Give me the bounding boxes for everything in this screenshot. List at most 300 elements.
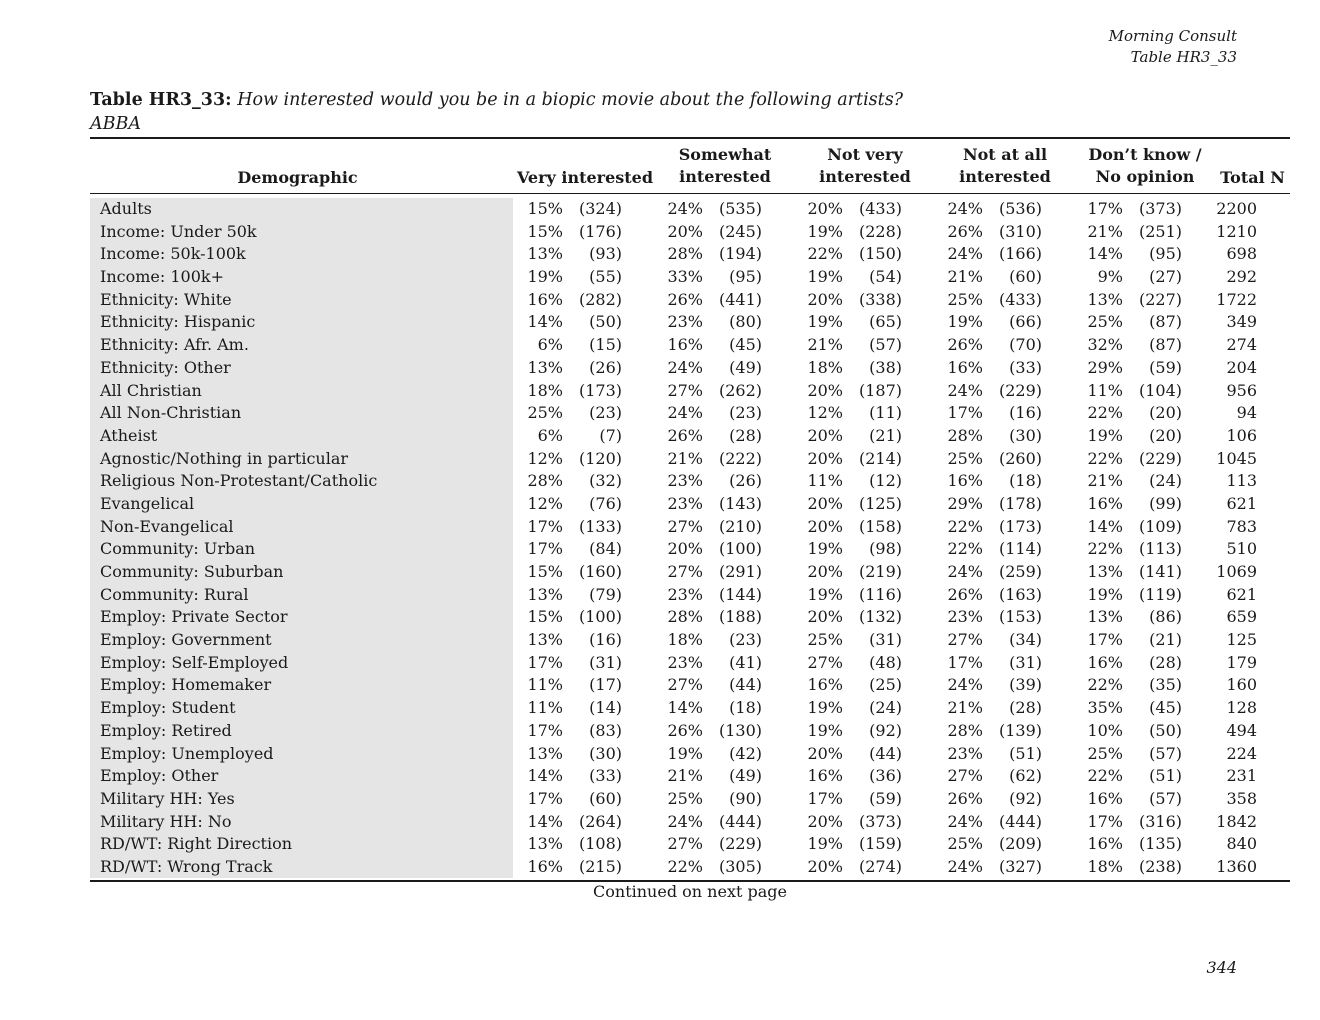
row-percent: 20% xyxy=(667,221,703,241)
row-total-n: 179 xyxy=(1226,652,1257,672)
row-count: (28) xyxy=(729,425,762,445)
row-percent: 12% xyxy=(527,493,563,513)
row-count: (23) xyxy=(589,403,622,423)
row-percent: 27% xyxy=(667,675,703,695)
row-percent: 24% xyxy=(667,811,703,831)
row-percent: 27% xyxy=(947,766,983,786)
row-count: (39) xyxy=(1009,675,1042,695)
row-total-n: 160 xyxy=(1226,675,1257,695)
row-percent: 20% xyxy=(807,199,843,218)
row-count: (100) xyxy=(578,607,622,627)
table-row xyxy=(90,334,1290,357)
row-count: (259) xyxy=(998,562,1042,581)
row-count: (210) xyxy=(718,516,762,536)
row-percent: 20% xyxy=(807,856,843,876)
row-percent: 24% xyxy=(947,811,983,831)
row-percent: 22% xyxy=(947,516,983,536)
row-count: (324) xyxy=(578,199,622,218)
row-demographic: All Non-Christian xyxy=(100,403,242,423)
table-id: Table HR3_33 xyxy=(1130,48,1237,66)
row-percent: 26% xyxy=(947,584,983,604)
row-percent: 16% xyxy=(527,856,563,876)
row-percent: 22% xyxy=(807,244,843,264)
table-row xyxy=(90,221,1290,244)
row-percent: 24% xyxy=(947,856,983,876)
row-percent: 23% xyxy=(667,471,703,491)
row-count: (305) xyxy=(718,856,762,876)
row-total-n: 128 xyxy=(1226,698,1257,718)
row-demographic: Agnostic/Nothing in particular xyxy=(100,448,349,468)
header-rule xyxy=(90,193,1290,194)
row-percent: 12% xyxy=(527,448,563,468)
row-count: (143) xyxy=(718,493,762,513)
row-percent: 28% xyxy=(527,471,563,491)
row-count: (90) xyxy=(729,788,762,808)
row-percent: 25% xyxy=(1087,743,1123,763)
row-count: (120) xyxy=(578,448,622,468)
row-count: (38) xyxy=(869,357,902,377)
table-row xyxy=(90,697,1290,720)
row-count: (15) xyxy=(589,335,622,355)
row-count: (274) xyxy=(858,856,902,876)
row-total-n: 349 xyxy=(1226,312,1257,332)
row-percent: 13% xyxy=(527,743,563,763)
row-total-n: 106 xyxy=(1226,425,1257,445)
row-percent: 20% xyxy=(807,380,843,400)
row-count: (44) xyxy=(869,743,902,763)
row-demographic: Evangelical xyxy=(100,493,195,513)
row-percent: 16% xyxy=(807,766,843,786)
row-percent: 20% xyxy=(807,516,843,536)
row-demographic: All Christian xyxy=(100,380,202,400)
row-count: (49) xyxy=(729,766,762,786)
row-count: (70) xyxy=(1009,335,1042,355)
row-demographic: Military HH: Yes xyxy=(100,788,235,808)
row-percent: 14% xyxy=(1087,516,1123,536)
table-row xyxy=(90,493,1290,516)
row-count: (373) xyxy=(858,811,902,831)
row-total-n: 204 xyxy=(1226,357,1257,377)
row-count: (59) xyxy=(1149,357,1182,377)
row-count: (26) xyxy=(729,471,762,491)
row-percent: 20% xyxy=(807,448,843,468)
row-count: (188) xyxy=(718,607,762,627)
row-count: (21) xyxy=(1149,630,1182,650)
row-percent: 26% xyxy=(947,221,983,241)
row-percent: 24% xyxy=(947,380,983,400)
row-count: (100) xyxy=(718,539,762,559)
row-percent: 28% xyxy=(667,607,703,627)
row-count: (535) xyxy=(718,199,762,218)
row-percent: 17% xyxy=(1087,811,1123,831)
row-percent: 20% xyxy=(807,562,843,581)
table-body xyxy=(90,198,1290,879)
row-count: (62) xyxy=(1009,766,1042,786)
row-total-n: 698 xyxy=(1226,244,1257,264)
row-count: (87) xyxy=(1149,312,1182,332)
row-count: (215) xyxy=(578,856,622,876)
row-percent: 11% xyxy=(527,675,563,695)
row-count: (86) xyxy=(1149,607,1182,627)
row-demographic: Employ: Other xyxy=(100,766,219,786)
row-percent: 23% xyxy=(667,652,703,672)
row-total-n: 113 xyxy=(1226,471,1257,491)
row-count: (98) xyxy=(869,539,902,559)
row-percent: 13% xyxy=(527,357,563,377)
continued-note: Continued on next page xyxy=(593,882,787,901)
row-count: (28) xyxy=(1009,698,1042,718)
row-count: (113) xyxy=(1138,539,1182,559)
row-percent: 15% xyxy=(527,199,563,218)
table-row xyxy=(90,538,1290,561)
row-percent: 16% xyxy=(667,335,703,355)
row-percent: 20% xyxy=(807,493,843,513)
row-count: (33) xyxy=(589,766,622,786)
row-percent: 19% xyxy=(807,834,843,854)
row-count: (92) xyxy=(1009,788,1042,808)
row-count: (30) xyxy=(589,743,622,763)
row-demographic: Income: 50k-100k xyxy=(100,244,246,264)
row-percent: 17% xyxy=(1087,199,1123,218)
row-demographic: Ethnicity: Hispanic xyxy=(100,312,256,332)
col-somewhat-interested: Somewhat interested xyxy=(678,145,772,186)
table-row xyxy=(90,198,1290,221)
page-number: 344 xyxy=(1206,958,1237,977)
row-percent: 22% xyxy=(1087,448,1123,468)
row-percent: 13% xyxy=(1087,289,1123,309)
row-count: (310) xyxy=(998,221,1042,241)
table-row xyxy=(90,720,1290,743)
row-percent: 19% xyxy=(807,698,843,718)
row-count: (109) xyxy=(1138,516,1182,536)
row-count: (51) xyxy=(1149,766,1182,786)
row-demographic: Employ: Unemployed xyxy=(100,743,274,763)
row-count: (194) xyxy=(718,244,762,264)
row-percent: 21% xyxy=(947,267,983,287)
row-total-n: 840 xyxy=(1226,834,1257,854)
row-percent: 18% xyxy=(807,357,843,377)
table-row xyxy=(90,788,1290,811)
row-count: (141) xyxy=(1138,562,1182,581)
row-count: (55) xyxy=(589,267,622,287)
row-percent: 18% xyxy=(667,630,703,650)
row-count: (11) xyxy=(869,403,902,423)
row-count: (27) xyxy=(1149,267,1182,287)
row-count: (209) xyxy=(998,834,1042,854)
row-percent: 32% xyxy=(1087,335,1123,355)
row-percent: 6% xyxy=(537,335,563,355)
row-percent: 21% xyxy=(1087,221,1123,241)
row-count: (80) xyxy=(729,312,762,332)
row-count: (222) xyxy=(718,448,762,468)
table-row xyxy=(90,743,1290,766)
row-percent: 21% xyxy=(667,766,703,786)
row-count: (444) xyxy=(718,811,762,831)
row-count: (139) xyxy=(998,720,1042,740)
row-count: (24) xyxy=(1149,471,1182,491)
row-count: (17) xyxy=(589,675,622,695)
col-total-n: Total N xyxy=(1220,168,1285,187)
row-percent: 35% xyxy=(1087,698,1123,718)
row-count: (187) xyxy=(858,380,902,400)
row-count: (16) xyxy=(1009,403,1042,423)
row-percent: 23% xyxy=(667,584,703,604)
row-count: (60) xyxy=(1009,267,1042,287)
row-count: (54) xyxy=(869,267,902,287)
row-percent: 21% xyxy=(667,448,703,468)
row-count: (45) xyxy=(1149,698,1182,718)
row-demographic: Community: Rural xyxy=(100,584,249,604)
row-total-n: 1210 xyxy=(1216,221,1257,241)
row-count: (153) xyxy=(998,607,1042,627)
row-percent: 20% xyxy=(807,743,843,763)
row-count: (51) xyxy=(1009,743,1042,763)
row-total-n: 274 xyxy=(1226,335,1257,355)
row-count: (245) xyxy=(718,221,762,241)
row-percent: 25% xyxy=(947,448,983,468)
row-percent: 16% xyxy=(947,471,983,491)
row-count: (20) xyxy=(1149,425,1182,445)
row-total-n: 125 xyxy=(1226,630,1257,650)
row-count: (282) xyxy=(578,289,622,309)
table-header xyxy=(90,143,1290,191)
table-row xyxy=(90,311,1290,334)
row-percent: 20% xyxy=(807,811,843,831)
row-percent: 20% xyxy=(667,539,703,559)
row-count: (158) xyxy=(858,516,902,536)
table-label: Table HR3_33: xyxy=(90,90,232,110)
row-count: (35) xyxy=(1149,675,1182,695)
row-percent: 6% xyxy=(537,425,563,445)
row-count: (444) xyxy=(998,811,1042,831)
row-count: (33) xyxy=(1009,357,1042,377)
row-percent: 25% xyxy=(807,630,843,650)
row-percent: 18% xyxy=(527,380,563,400)
row-percent: 23% xyxy=(947,607,983,627)
row-percent: 19% xyxy=(807,584,843,604)
table-row xyxy=(90,266,1290,289)
row-percent: 17% xyxy=(527,788,563,808)
col-not-at-all-interested: Not at all interested xyxy=(959,145,1051,186)
row-count: (23) xyxy=(729,403,762,423)
row-count: (160) xyxy=(578,562,622,581)
row-percent: 25% xyxy=(947,834,983,854)
row-percent: 12% xyxy=(807,403,843,423)
row-count: (93) xyxy=(589,244,622,264)
row-demographic: Community: Urban xyxy=(100,539,256,559)
row-count: (373) xyxy=(1138,199,1182,218)
row-percent: 24% xyxy=(667,357,703,377)
row-percent: 27% xyxy=(667,562,703,581)
row-percent: 14% xyxy=(667,698,703,718)
row-demographic: RD/WT: Right Direction xyxy=(100,834,293,854)
row-count: (45) xyxy=(729,335,762,355)
row-percent: 19% xyxy=(667,743,703,763)
row-percent: 22% xyxy=(1087,766,1123,786)
row-percent: 29% xyxy=(947,493,983,513)
row-percent: 19% xyxy=(947,312,983,332)
row-demographic: Ethnicity: Afr. Am. xyxy=(100,335,249,355)
row-demographic: Military HH: No xyxy=(100,811,232,831)
row-percent: 25% xyxy=(1087,312,1123,332)
row-percent: 17% xyxy=(527,720,563,740)
row-count: (44) xyxy=(729,675,762,695)
row-count: (18) xyxy=(729,698,762,718)
row-percent: 13% xyxy=(527,244,563,264)
row-percent: 17% xyxy=(807,788,843,808)
row-count: (251) xyxy=(1138,221,1182,241)
row-count: (31) xyxy=(589,652,622,672)
row-count: (125) xyxy=(858,493,902,513)
row-count: (291) xyxy=(718,562,762,581)
row-total-n: 956 xyxy=(1226,380,1257,400)
row-count: (41) xyxy=(729,652,762,672)
row-count: (57) xyxy=(1149,788,1182,808)
col-dont-know: Don’t know / No opinion xyxy=(1088,145,1202,186)
row-total-n: 1842 xyxy=(1216,811,1257,831)
row-percent: 19% xyxy=(807,221,843,241)
table-artist: ABBA xyxy=(90,114,141,134)
row-count: (26) xyxy=(589,357,622,377)
row-percent: 17% xyxy=(947,403,983,423)
row-count: (150) xyxy=(858,244,902,264)
row-count: (50) xyxy=(589,312,622,332)
row-count: (433) xyxy=(858,199,902,218)
row-count: (536) xyxy=(998,199,1042,218)
row-count: (7) xyxy=(599,425,622,445)
table-row xyxy=(90,470,1290,493)
row-percent: 16% xyxy=(947,357,983,377)
row-demographic: RD/WT: Wrong Track xyxy=(100,856,273,876)
row-percent: 25% xyxy=(527,403,563,423)
row-count: (130) xyxy=(718,720,762,740)
row-count: (133) xyxy=(578,516,622,536)
row-demographic: Adults xyxy=(100,199,152,218)
table-row xyxy=(90,402,1290,425)
table-row xyxy=(90,811,1290,834)
row-count: (60) xyxy=(589,788,622,808)
row-count: (66) xyxy=(1009,312,1042,332)
row-count: (135) xyxy=(1138,834,1182,854)
row-count: (176) xyxy=(578,221,622,241)
row-count: (34) xyxy=(1009,630,1042,650)
row-demographic: Income: 100k+ xyxy=(100,267,224,287)
row-percent: 25% xyxy=(947,289,983,309)
row-percent: 13% xyxy=(1087,607,1123,627)
row-percent: 17% xyxy=(527,516,563,536)
row-count: (144) xyxy=(718,584,762,604)
row-percent: 22% xyxy=(1087,675,1123,695)
row-demographic: Employ: Retired xyxy=(100,720,232,740)
row-total-n: 494 xyxy=(1226,720,1257,740)
row-total-n: 510 xyxy=(1226,539,1257,559)
row-count: (20) xyxy=(1149,403,1182,423)
row-percent: 24% xyxy=(667,403,703,423)
table-row xyxy=(90,765,1290,788)
row-percent: 22% xyxy=(1087,403,1123,423)
row-count: (219) xyxy=(858,562,902,581)
row-percent: 16% xyxy=(1087,493,1123,513)
row-count: (12) xyxy=(869,471,902,491)
table-row xyxy=(90,380,1290,403)
table-row xyxy=(90,833,1290,856)
row-percent: 19% xyxy=(1087,584,1123,604)
row-percent: 28% xyxy=(667,244,703,264)
row-count: (262) xyxy=(718,380,762,400)
row-percent: 19% xyxy=(807,539,843,559)
row-percent: 11% xyxy=(1087,380,1123,400)
row-count: (338) xyxy=(858,289,902,309)
table-title xyxy=(90,88,903,136)
row-count: (132) xyxy=(858,607,902,627)
row-percent: 14% xyxy=(527,811,563,831)
row-demographic: Employ: Self-Employed xyxy=(100,652,289,672)
row-percent: 19% xyxy=(807,267,843,287)
table-row xyxy=(90,516,1290,539)
row-total-n: 292 xyxy=(1226,267,1257,287)
row-percent: 27% xyxy=(667,834,703,854)
row-percent: 10% xyxy=(1087,720,1123,740)
row-percent: 20% xyxy=(807,289,843,309)
row-count: (87) xyxy=(1149,335,1182,355)
row-count: (166) xyxy=(998,244,1042,264)
row-percent: 23% xyxy=(667,493,703,513)
row-count: (21) xyxy=(869,425,902,445)
row-count: (16) xyxy=(589,630,622,650)
row-total-n: 1045 xyxy=(1216,448,1257,468)
row-count: (59) xyxy=(869,788,902,808)
table-row xyxy=(90,629,1290,652)
row-percent: 14% xyxy=(1087,244,1123,264)
row-percent: 15% xyxy=(527,607,563,627)
row-percent: 22% xyxy=(947,539,983,559)
row-percent: 21% xyxy=(947,698,983,718)
row-percent: 15% xyxy=(527,562,563,581)
row-percent: 15% xyxy=(527,221,563,241)
col-demographic: Demographic xyxy=(237,168,358,187)
row-count: (104) xyxy=(1138,380,1182,400)
row-percent: 24% xyxy=(667,199,703,218)
row-count: (65) xyxy=(869,312,902,332)
row-count: (32) xyxy=(589,471,622,491)
row-count: (28) xyxy=(1149,652,1182,672)
table-row xyxy=(90,243,1290,266)
row-percent: 25% xyxy=(667,788,703,808)
row-demographic: Employ: Student xyxy=(100,698,236,718)
row-count: (99) xyxy=(1149,493,1182,513)
row-percent: 19% xyxy=(807,312,843,332)
row-percent: 23% xyxy=(947,743,983,763)
row-total-n: 2200 xyxy=(1216,199,1257,218)
row-count: (92) xyxy=(869,720,902,740)
row-percent: 19% xyxy=(1087,425,1123,445)
row-total-n: 1360 xyxy=(1216,856,1257,876)
row-count: (31) xyxy=(869,630,902,650)
row-percent: 27% xyxy=(807,652,843,672)
row-total-n: 1722 xyxy=(1216,289,1257,309)
row-count: (178) xyxy=(998,493,1042,513)
row-count: (95) xyxy=(1149,244,1182,264)
row-total-n: 231 xyxy=(1226,766,1257,786)
row-count: (229) xyxy=(1138,448,1182,468)
row-percent: 26% xyxy=(947,788,983,808)
row-count: (83) xyxy=(589,720,622,740)
row-percent: 17% xyxy=(1087,630,1123,650)
row-count: (14) xyxy=(589,698,622,718)
table-row xyxy=(90,289,1290,312)
table-row xyxy=(90,448,1290,471)
row-count: (48) xyxy=(869,652,902,672)
